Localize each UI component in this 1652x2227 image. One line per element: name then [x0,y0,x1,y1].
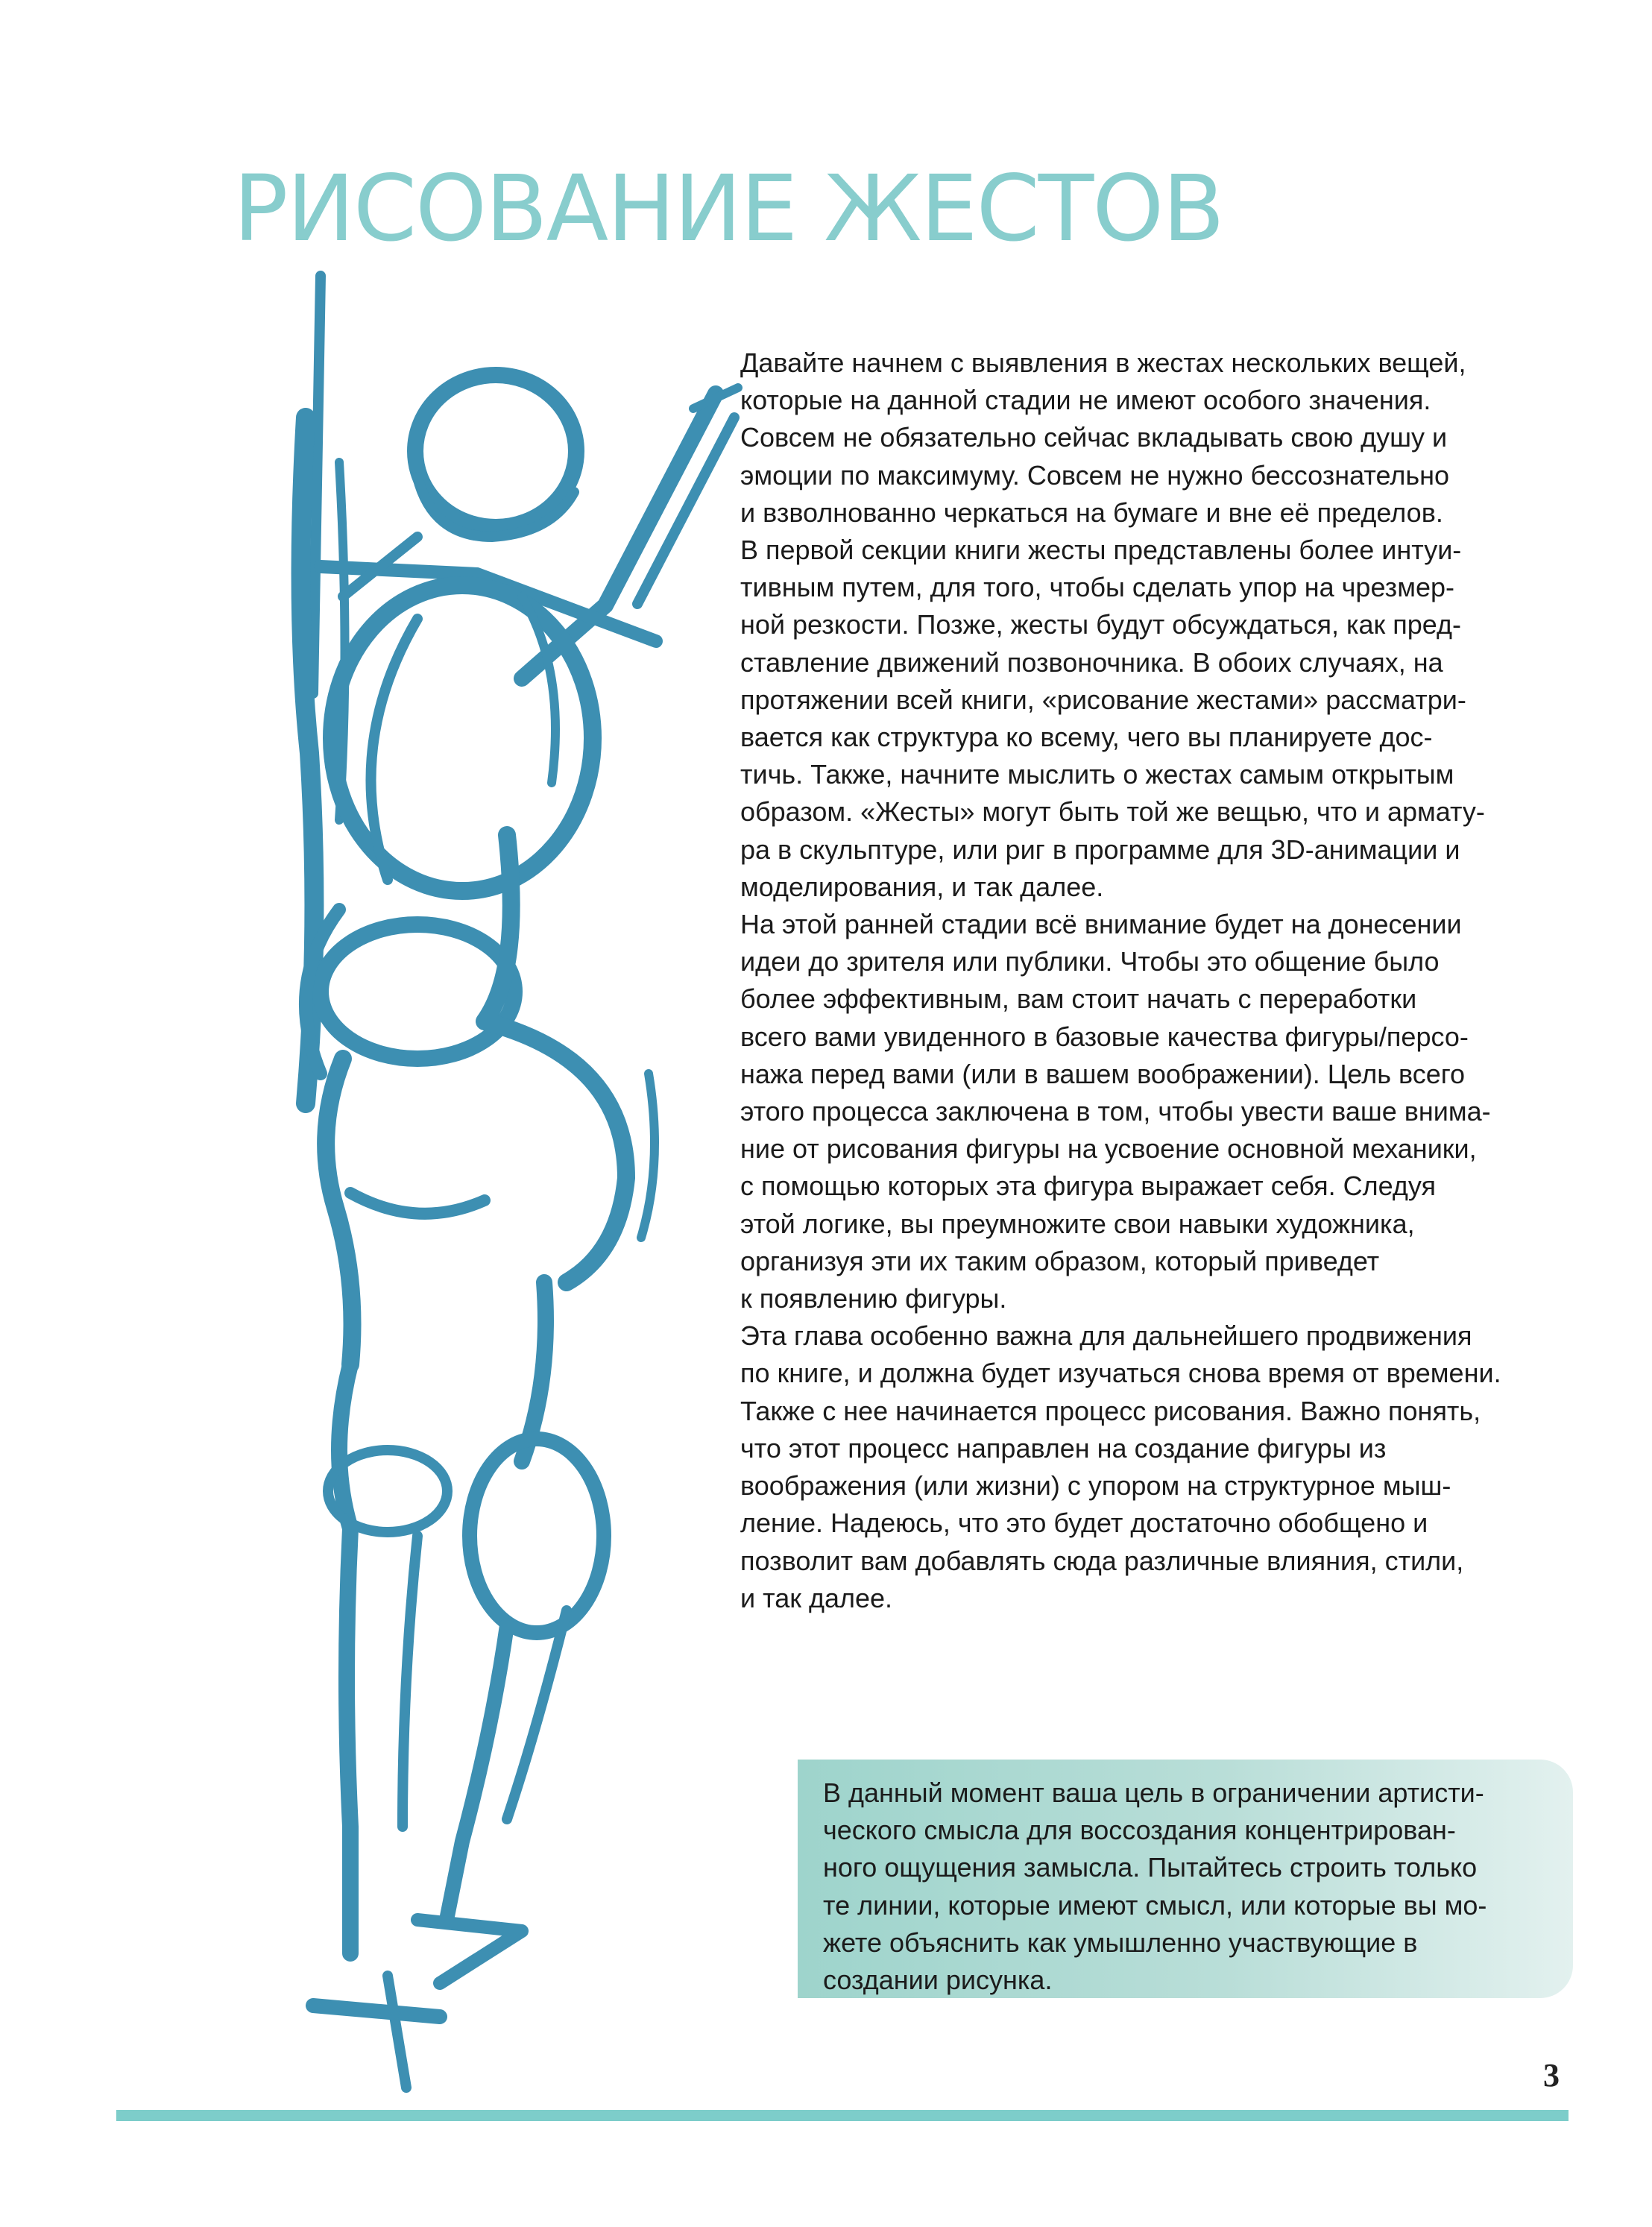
body-text [740,344,1583,1617]
body-line: Также с нее начинается процесс рисования. Важно понять, [740,1395,1481,1426]
back-stroke [485,835,626,1282]
body-line: ление. Надеюсь, что это будет достаточно обобщено и [740,1508,1428,1539]
tip-line: жете объяснить как умышленно участвующие в [823,1927,1418,1958]
body-line: Совсем не обязательно сейчас вкладывать свою душу и [740,422,1448,453]
shin-stroke-2 [403,1536,417,1827]
body-line: ра в скульптуре, или риг в программе для 3D-анимации и [740,834,1460,865]
body-line: ставление движений позвоночника. В обоих случаях, на [740,646,1443,678]
foot-stroke-2 [313,2006,440,2017]
tip-line: создании рисунка. [823,1965,1053,1996]
body-line: тивным путем, для того, чтобы сделать упор на чрезмер- [740,572,1454,603]
page-title: РИСОВАНИЕ ЖЕСТОВ [233,156,1223,262]
left-arm-stroke [313,276,321,693]
body-line: моделирования, и так далее. [740,871,1104,902]
body-line: тичь. Также, начните мыслить о жестах самым открытым [740,759,1454,790]
back-stroke-2 [641,1074,655,1238]
tip-callout [798,1760,1573,1998]
body-line: В первой секции книги жесты представлены более интуи- [740,535,1462,566]
sketch-strokes [301,276,738,2088]
body-line: что этот процесс направлен на создание фигуры из [740,1432,1387,1464]
front-thigh-stroke-2 [350,1193,485,1214]
body-line: протяжении всей книги, «рисование жестами» рассматри- [740,684,1466,715]
body-line: которые на данной стадии не имеют особого значения. [740,385,1431,416]
torso-stroke [371,619,418,880]
body-line: идеи до зрителя или публики. Чтобы это общение было [740,946,1440,977]
body-line: На этой ранней стадии всё внимание будет на донесении [740,909,1462,940]
body-line: и так далее. [740,1582,893,1613]
tip-line: те линии, которые имеют смысл, или которые вы мо- [823,1889,1487,1921]
back-knee-ellipse-stroke [470,1439,604,1633]
body-line: организуя эти их таким образом, который приведет [740,1245,1380,1276]
body-line: позволит вам добавлять сюда различные влияния, стили, [740,1545,1464,1576]
back-calf-stroke-2 [507,1610,567,1819]
body-line: ние от рисования фигуры на усвоение основной механики, [740,1133,1477,1165]
foot-stroke [417,1920,522,1983]
body-line: по книге, и должна будет изучаться снова время от времени. [740,1358,1501,1389]
shin-stroke [347,1528,350,1953]
head-stroke [415,375,576,527]
body-line: вается как структура ко всему, чего вы планируете дос- [740,722,1433,753]
body-line: и взволнованно черкаться на бумаге и вне её пределов. [740,497,1443,528]
tip-line: ного ощущения замысла. Пытайтесь строить только [823,1852,1478,1883]
body-line: с помощью которых эта фигура выражает себя. Следуя [740,1171,1436,1202]
body-line: Давайте начнем с выявления в жестах нескольких вещей, [740,347,1466,378]
body-line: воображения (или жизни) с упором на структурное мыш- [740,1470,1451,1502]
footer-rule [116,2110,1569,2121]
tip-line: В данный момент ваша цель в ограничении артисти- [823,1777,1484,1808]
body-line: нажа перед вами (или в вашем воображении). Цель всего [740,1058,1466,1089]
body-line: этой логике, вы преумножите свои навыки художника, [740,1208,1415,1239]
body-line: образом. «Жесты» могут быть той же вещью, что и армату- [740,796,1485,828]
foot-stroke-3 [388,1976,406,2088]
body-line: к появлению фигуры. [740,1283,1007,1314]
body-line: этого процесса заключена в том, чтобы увести ваше внима- [740,1096,1491,1127]
front-thigh-stroke [326,1059,352,1364]
body-line: ной резкости. Позже, жесты будут обсуждаться, как пред- [740,609,1462,640]
knee-stroke [339,1364,350,1528]
body-line: более эффективным, вам стоит начать с переработки [740,983,1417,1015]
page-number: 3 [1543,2057,1560,2094]
tip-line: ческого смысла для воссоздания концентрирован- [823,1815,1456,1846]
body-line: всего вами увиденного в базовые качества фигуры/персо- [740,1021,1469,1052]
body-line: эмоции по максимуму. Совсем не нужно бессознательно [740,459,1449,491]
pelvis-stroke [321,924,514,1059]
back-calf-stroke [447,1625,507,1916]
body-line: Эта глава особенно важна для дальнейшего продвижения [740,1320,1472,1352]
